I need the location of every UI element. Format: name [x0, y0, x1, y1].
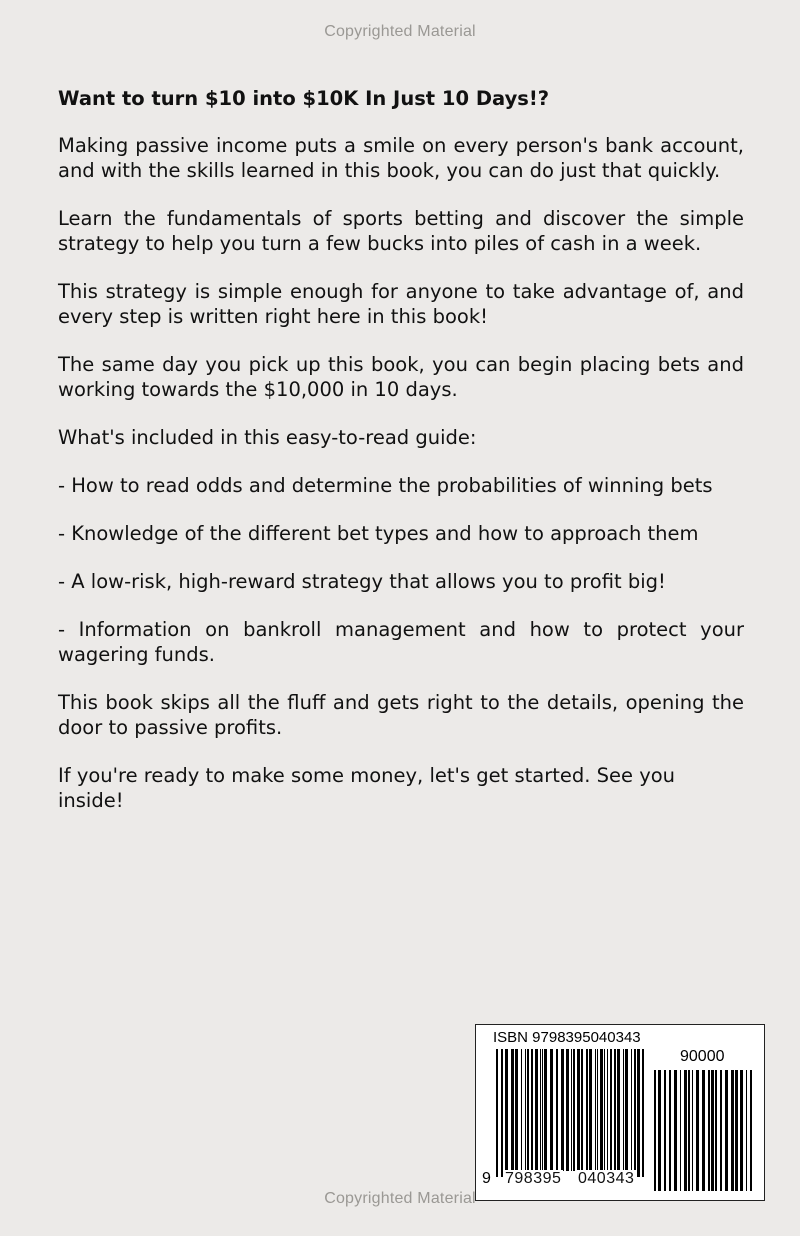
barcode-bar	[586, 1049, 588, 1171]
barcode-bar	[674, 1070, 677, 1191]
barcode-bar	[746, 1070, 747, 1191]
barcode-bar	[604, 1049, 605, 1171]
list-item: - How to read odds and determine the probabilities of winning bets	[58, 474, 713, 497]
barcode-bar	[750, 1070, 752, 1191]
blurb-paragraph: Learn the fundamentals of sports betting and discover the simple strategy to help you turn a few bucks into piles of cash in a week.	[58, 207, 744, 255]
isbn-label: ISBN 9798395040343	[493, 1029, 641, 1046]
blurb-paragraph: Making passive income puts a smile on every person's bank account, and with the skills learned in this book, you can do just that quickly.	[58, 134, 744, 182]
barcode-bar	[501, 1049, 503, 1177]
barcode-bar	[544, 1049, 547, 1171]
blurb-paragraph: This strategy is simple enough for anyone to take advantage of, and every step is written right here in this book!	[58, 280, 744, 328]
barcode-bar	[735, 1070, 738, 1191]
barcode-bar	[623, 1049, 624, 1171]
barcode-bar	[521, 1049, 522, 1171]
barcode-bar	[496, 1049, 498, 1177]
guide-intro: What's included in this easy-to-read guide:	[58, 426, 477, 449]
barcode-bar	[535, 1049, 538, 1171]
barcode-bar	[566, 1049, 569, 1171]
blurb-text	[58, 86, 744, 836]
barcode-bar	[607, 1049, 608, 1171]
barcode-bar	[725, 1070, 728, 1191]
barcode-bar	[595, 1049, 596, 1171]
blurb-headline: Want to turn $10 into $10K In Just 10 Days!?	[58, 87, 550, 110]
barcode-bar	[589, 1049, 592, 1171]
barcode-bar	[740, 1070, 743, 1191]
list-item: - A low-risk, high-reward strategy that allows you to profit big!	[58, 570, 666, 593]
list-item: - Knowledge of the different bet types and how to approach them	[58, 522, 699, 545]
barcode-bar	[540, 1049, 541, 1171]
barcode-bar	[715, 1070, 717, 1191]
barcode-bar	[597, 1049, 598, 1171]
barcode-bar	[731, 1070, 734, 1191]
barcode-bar	[527, 1049, 529, 1171]
isbn-barcode-box	[475, 1024, 765, 1201]
barcode-bar	[571, 1049, 572, 1171]
barcode-bar	[664, 1070, 666, 1191]
closing-line: If you're ready to make some money, let's get started. See you inside!	[58, 764, 676, 812]
barcode-bar	[561, 1049, 564, 1171]
barcode-bar	[654, 1070, 656, 1191]
barcode-bar	[525, 1049, 526, 1171]
barcode-bar	[669, 1070, 671, 1191]
barcode-bar	[634, 1049, 636, 1171]
barcode-bar	[658, 1070, 661, 1191]
blurb-paragraph: The same day you pick up this book, you can begin placing bets and working towards the $10,000 in 10 days.	[58, 353, 744, 401]
price-addon-code: 90000	[680, 1048, 725, 1065]
barcode-digit-first: 9	[482, 1170, 491, 1187]
barcode-bar	[696, 1070, 699, 1191]
barcode-bar	[610, 1049, 612, 1171]
barcode-bar	[556, 1049, 558, 1171]
list-item: - Information on bankroll management and how to protect your wagering funds.	[58, 618, 744, 666]
barcode-bar	[625, 1049, 628, 1171]
barcode-bar	[642, 1049, 644, 1177]
barcode-bar	[614, 1049, 616, 1171]
blurb-paragraph: This book skips all the fluff and gets right to the details, opening the door to passive profits.	[58, 691, 744, 739]
barcode-bar	[711, 1070, 714, 1191]
barcode-bar	[637, 1049, 640, 1177]
barcode-bar	[550, 1049, 553, 1171]
barcode-bar	[573, 1049, 575, 1171]
barcode-bar	[531, 1049, 533, 1171]
barcode-bar	[684, 1070, 687, 1191]
barcode-bar	[617, 1049, 620, 1171]
barcode-digits-left: 798395	[505, 1170, 562, 1187]
barcode-bar	[515, 1049, 518, 1171]
barcode-bar	[581, 1049, 583, 1171]
barcode-bar	[708, 1070, 710, 1191]
copyright-watermark-bottom: Copyrighted Material	[324, 1190, 476, 1207]
barcode-bar	[542, 1049, 543, 1171]
barcode-bar	[688, 1070, 690, 1191]
barcode-digits-right: 040343	[578, 1170, 635, 1187]
barcode-bar	[600, 1049, 603, 1171]
barcode-bar	[631, 1049, 632, 1171]
barcode-bar	[505, 1049, 508, 1171]
copyright-watermark-top: Copyrighted Material	[324, 23, 476, 40]
barcode-bar	[702, 1070, 705, 1191]
barcode-bar	[720, 1070, 722, 1191]
barcode-bar	[577, 1049, 580, 1171]
barcode-bar	[680, 1070, 681, 1191]
barcode-bar	[511, 1049, 514, 1171]
barcode-bar	[692, 1070, 693, 1191]
